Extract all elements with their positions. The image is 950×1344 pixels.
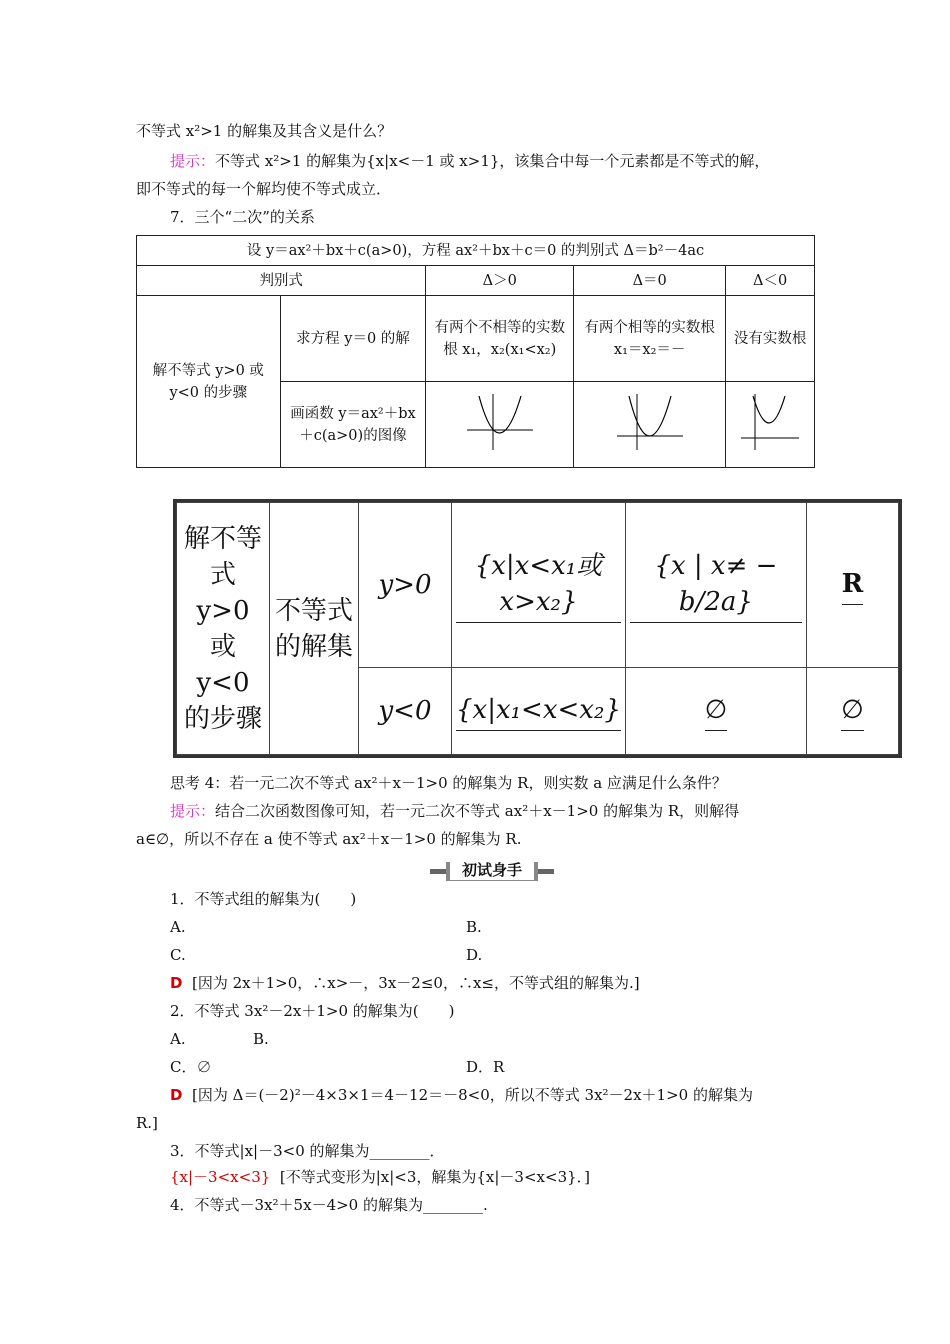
table2-cond-lt: y<0 — [359, 668, 452, 755]
graph-one-root — [574, 382, 726, 468]
table2-lt-pos — [452, 668, 626, 755]
q3-answer — [170, 1166, 590, 1188]
table2-gt-pos-text: {x|x<x₁或 x>x₂} — [456, 548, 621, 623]
table2-lt-pos-text: {x|x₁<x<x₂} — [456, 692, 621, 731]
table2-lt-zero-text: ∅ — [705, 692, 728, 731]
q1-explanation: [因为 2x＋1>0，∴x>－，3x－2≤0，∴x≤，不等式组的解集为.] — [192, 974, 640, 992]
q1-answer — [170, 972, 640, 994]
table2-lt-neg-text: ∅ — [841, 692, 864, 731]
question-x2-gt-1: 不等式 x²>1 的解集及其含义是什么？ — [136, 122, 393, 140]
q4-stem: 4．不等式－3x²＋5x－4>0 的解集为________. — [170, 1196, 488, 1214]
q2-option-c: C．∅ — [170, 1058, 212, 1076]
table2-lt-neg — [806, 668, 898, 755]
q2-explanation: [因为 Δ＝(－2)²－4×3×1＝4－12＝－8<0，所以不等式 3x²－2x＋1>0 的解集为 — [192, 1086, 753, 1104]
q1-option-c: C. — [170, 946, 186, 964]
think4-question: 思考 4：若一元二次不等式 ax²＋x－1>0 的解集为 R，则实数 a 应满足什么条件？ — [170, 774, 727, 792]
q2-option-b: B. — [253, 1030, 269, 1048]
table2-gt-zero-text: {x | x≠ − b/2a} — [630, 548, 802, 623]
table1-col-zero: Δ＝0 — [574, 266, 726, 296]
table1-row1-zero: 有两个相等的实数根 x₁＝x₂＝－ — [574, 296, 726, 382]
graph-two-roots — [426, 382, 574, 468]
think4-hint — [170, 800, 739, 822]
q1-option-b: B. — [466, 918, 482, 936]
q1-answer-letter: D — [170, 974, 183, 992]
table2-gt-neg — [806, 503, 898, 668]
table1-col-discriminant: 判别式 — [137, 266, 426, 296]
q2-answer — [170, 1084, 753, 1106]
hint-text: 不等式 x²>1 的解集为{x|x<－1 或 x>1}，该集合中每一个元素都是不等式的解， — [215, 152, 770, 170]
table1-col-pos: Δ＞0 — [426, 266, 574, 296]
q3-answer-text: {x|－3<x<3} — [170, 1168, 271, 1186]
table2-lt-zero — [625, 668, 806, 755]
hint-1-cont: 即不等式的每一个解均使不等式成立． — [136, 180, 392, 198]
parabola-one-root-graph — [613, 390, 687, 452]
think4-hint-label: 提示： — [170, 802, 216, 820]
table2-row-label-a: 解不等式 y>0 或 y<0 的步骤 — [177, 503, 270, 755]
q3-stem: 3．不等式|x|－3<0 的解集为________． — [170, 1142, 445, 1160]
q1-option-d: D. — [466, 946, 483, 964]
table1-row1-neg: 没有实数根 — [726, 296, 815, 382]
think4-hint-text: 结合二次函数图像可知，若一元二次不等式 ax²＋x－1>0 的解集为 R，则解得 — [215, 802, 740, 820]
hint-1 — [170, 150, 769, 172]
q2-explanation-cont: R.] — [136, 1114, 158, 1132]
q1-option-a: A. — [170, 918, 186, 936]
parabola-no-root-graph — [739, 390, 801, 452]
graph-no-root — [726, 382, 815, 468]
q3-explanation: [不等式变形为|x|<3，解集为{x|－3<x<3}．] — [279, 1168, 591, 1186]
table2-row-label-b: 不等式的解集 — [270, 503, 359, 755]
q2-option-d: D．R — [466, 1058, 505, 1076]
table1-row2-label: 画函数 y＝ax²＋bx＋c(a>0)的图像 — [280, 382, 426, 468]
q1-stem: 1．不等式组的解集为( ) — [170, 890, 357, 908]
table2-gt-zero — [625, 503, 806, 668]
solution-set-table — [173, 499, 902, 758]
q2-answer-letter: D — [170, 1086, 183, 1104]
table2-gt-neg-text: R — [842, 566, 864, 605]
hint-label: 提示： — [170, 152, 216, 170]
table2-gt-pos — [452, 503, 626, 668]
table1-col-neg: Δ＜0 — [726, 266, 815, 296]
table1-row1-label: 求方程 y＝0 的解 — [280, 296, 426, 382]
q2-stem: 2．不等式 3x²－2x＋1>0 的解集为( ) — [170, 1002, 455, 1020]
q2-option-a: A. — [170, 1030, 186, 1048]
table1-row1-pos: 有两个不相等的实数根 x₁，x₂(x₁<x₂) — [426, 296, 574, 382]
banner-text: 初试身手 — [450, 860, 534, 880]
table1-header: 设 y＝ax²＋bx＋c(a>0)，方程 ax²＋bx＋c＝0 的判别式 Δ＝b²－4ac — [137, 236, 815, 266]
table1-row-label: 解不等式 y>0 或 y<0 的步骤 — [137, 296, 281, 468]
table2-cond-gt: y>0 — [359, 503, 452, 668]
section-7-title: 7．三个“二次”的关系 — [170, 208, 315, 226]
think4-hint-cont: a∈∅，所以不存在 a 使不等式 ax²＋x－1>0 的解集为 R. — [136, 830, 522, 848]
quadratic-relation-table — [136, 235, 815, 468]
parabola-two-roots-graph — [463, 390, 537, 452]
section-banner — [430, 860, 554, 882]
